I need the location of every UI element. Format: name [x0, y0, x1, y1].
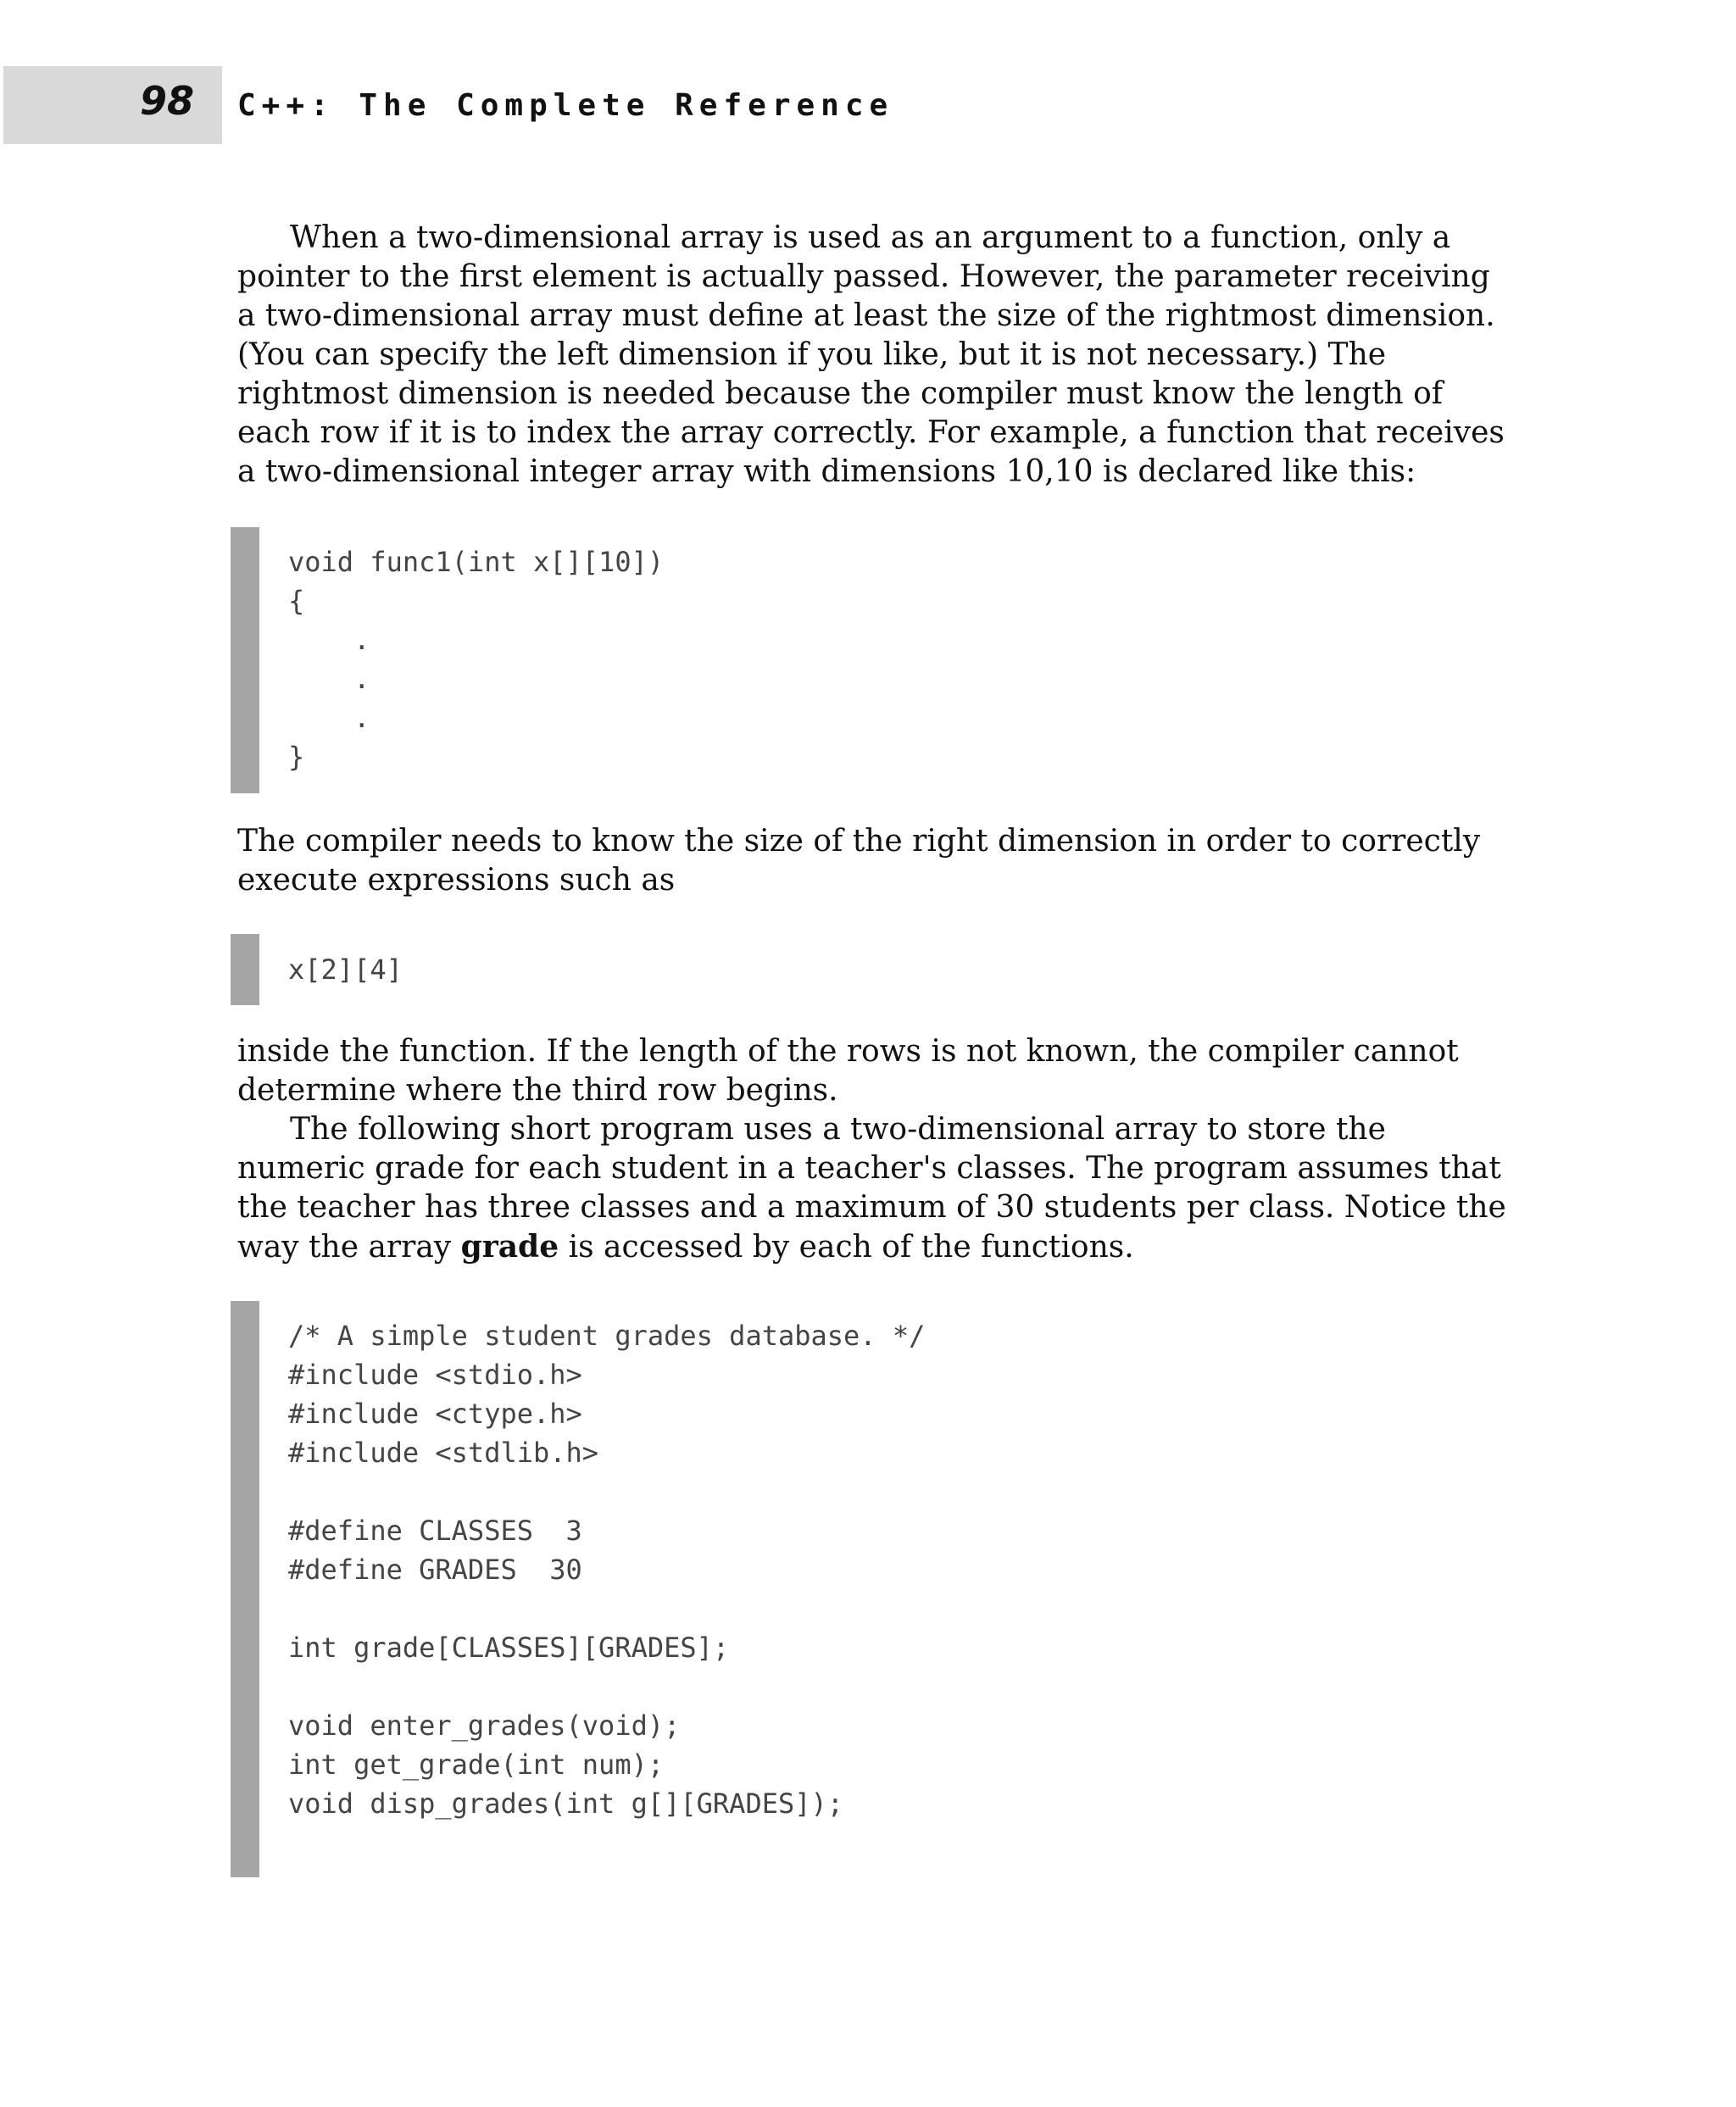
code-line: {	[288, 585, 305, 617]
code-block-bar	[231, 934, 259, 1005]
code-block-program	[231, 1301, 1502, 1877]
paragraph-3: inside the function. If the length of the rows is not known, the compiler cannot determine where the third row begins.	[237, 1034, 1459, 1108]
code-line: .	[288, 702, 370, 734]
code-func-decl	[288, 542, 664, 776]
code-block-bar	[231, 527, 259, 793]
code-line: #define GRADES 30	[288, 1554, 582, 1586]
running-head: C++: The Complete Reference	[237, 88, 894, 123]
code-block-expression	[231, 934, 1502, 1005]
paragraph-4-term: grade	[460, 1229, 559, 1265]
code-line: x[2][4]	[288, 953, 403, 986]
paragraph-2-container	[237, 822, 1509, 900]
code-line	[288, 1589, 925, 1628]
paragraph-4-text-after: is accessed by each of the functions.	[559, 1230, 1134, 1265]
code-line: int grade[CLASSES][GRADES];	[288, 1632, 730, 1664]
code-line: #define CLASSES 3	[288, 1515, 582, 1547]
code-line: void func1(int x[][10])	[288, 546, 665, 578]
code-expression	[288, 950, 403, 989]
code-line: void enter_grades(void);	[288, 1710, 681, 1742]
code-line: .	[288, 624, 370, 656]
paragraph-1-container	[237, 219, 1509, 492]
code-block-func-decl	[231, 527, 1502, 793]
code-line	[288, 1667, 925, 1706]
code-program	[288, 1316, 925, 1823]
code-line: #include <stdlib.h>	[288, 1437, 599, 1469]
code-line: /* A simple student grades database. */	[288, 1320, 926, 1352]
page-number: 98	[140, 78, 195, 124]
code-line: #include <stdio.h>	[288, 1359, 582, 1391]
code-block-bar	[231, 1301, 259, 1877]
code-line: }	[288, 741, 305, 773]
paragraph-3-4-container	[237, 1032, 1509, 1267]
code-line: #include <ctype.h>	[288, 1398, 582, 1430]
paragraph-1: When a two-dimensional array is used as an argument to a function, only a pointer to the first element is actually passed. However, the parameter receiving a two-dimensional array must define at least the size of the rightmost dimension. (You can specify the left dimension if you like, but it is not necessary.) The rightmost dimension is needed because the compiler must know the length of each row if it is to index the array correctly. For example, a function that receives a two-dimensional integer array with dimensions 10,10 is declared like this:	[237, 220, 1505, 489]
code-line: .	[288, 663, 370, 695]
paragraph-4-text-before: The following short program uses a two-dimensional array to store the numeric grade for each student in a teacher's classes. The program assumes that the teacher has three classes and a maximum of 30 students per class. Notice the way the array	[237, 1112, 1506, 1265]
code-line: int get_grade(int num);	[288, 1748, 665, 1781]
paragraph-2: The compiler needs to know the size of the right dimension in order to correctly execute expressions such as	[237, 824, 1481, 898]
code-line	[288, 1472, 925, 1511]
paragraph-4	[237, 1110, 1509, 1267]
code-line: void disp_grades(int g[][GRADES]);	[288, 1787, 844, 1820]
